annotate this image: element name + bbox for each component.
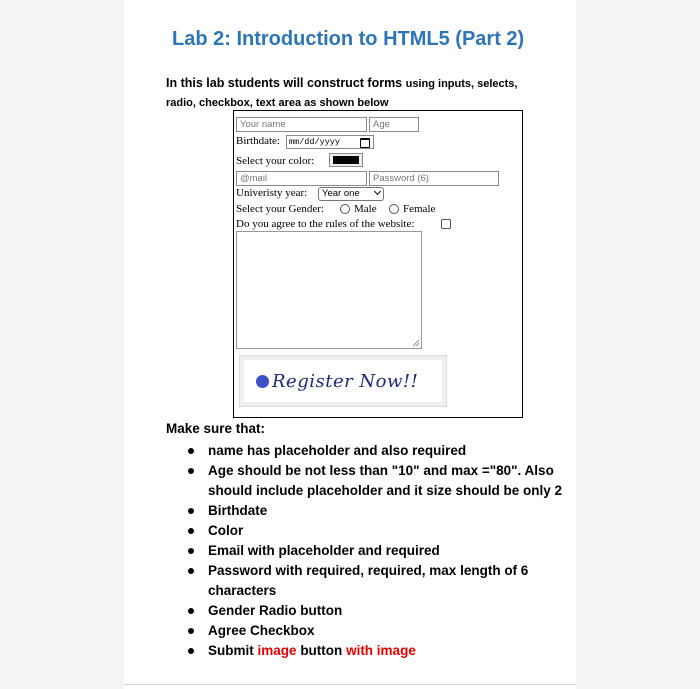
gender-label: Select your Gender: [236, 203, 324, 215]
requirements-heading: Make sure that: [166, 421, 266, 436]
button-word: button [300, 643, 343, 658]
list-item [188, 561, 568, 601]
register-image [244, 360, 442, 402]
list-item-text: Email with placeholder and required [208, 543, 440, 558]
age-input[interactable]: Age [369, 117, 419, 132]
bullet-icon [188, 568, 194, 574]
male-label: Male [354, 203, 377, 215]
radio-male[interactable] [340, 204, 350, 214]
name-input[interactable]: Your name [236, 117, 367, 132]
with-image-words: with image [346, 643, 416, 658]
list-item [188, 461, 568, 501]
list-item-text: Password with required, required, max length of 6 characters [208, 563, 529, 598]
list-item-text: name has placeholder and also required [208, 443, 467, 458]
list-item [188, 441, 568, 461]
email-input[interactable]: @mail [236, 171, 367, 186]
comments-textarea[interactable] [236, 231, 422, 349]
intro-lead: In this lab students will construct forms [166, 76, 403, 90]
bullet-dot-icon [256, 375, 269, 388]
female-label: Female [403, 203, 436, 215]
register-image-button[interactable] [239, 355, 447, 407]
bullet-icon [188, 448, 194, 454]
list-item [188, 541, 568, 561]
chevron-down-icon [374, 188, 381, 195]
intro-text [166, 74, 566, 112]
agree-checkbox[interactable] [441, 219, 451, 229]
sample-form [233, 110, 523, 418]
color-label: Select your color: [236, 155, 315, 167]
list-item-text: Birthdate [208, 503, 268, 518]
date-format: mm/dd/yyyy [289, 137, 341, 147]
list-item-text: Agree Checkbox [208, 623, 315, 638]
birthdate-label: Birthdate: [236, 135, 280, 147]
calendar-icon[interactable] [360, 138, 370, 148]
resize-grip-icon[interactable] [413, 340, 419, 346]
agree-label: Do you agree to the rules of the website: [236, 218, 415, 230]
bullet-icon [188, 608, 194, 614]
list-item-text: Age should be not less than "10" and max ="80". Also should include placeholder and it size should be only 2 [208, 463, 563, 498]
list-item-text: Color [208, 523, 244, 538]
bullet-icon [188, 468, 194, 474]
bullet-icon [188, 528, 194, 534]
list-item [188, 601, 568, 621]
birthdate-input[interactable] [286, 135, 374, 149]
intro-rest: using inputs, selects, [405, 78, 518, 90]
intro-line2: radio, checkbox, text area as shown below [166, 97, 389, 109]
bottom-divider [124, 684, 576, 685]
year-select[interactable] [318, 187, 384, 201]
password-input[interactable]: Password (6) [369, 171, 499, 186]
radio-female[interactable] [389, 204, 399, 214]
year-selected: Year one [322, 188, 360, 199]
bullet-icon [188, 508, 194, 514]
list-item [188, 621, 568, 641]
year-label: Univeristy year: [236, 187, 308, 199]
list-item [188, 521, 568, 541]
submit-word: Submit [208, 643, 254, 658]
list-item-submit [188, 641, 568, 661]
bullet-icon [188, 628, 194, 634]
image-word: image [257, 643, 297, 658]
color-picker[interactable] [329, 153, 363, 167]
bullet-icon [188, 548, 194, 554]
document-page [124, 0, 576, 689]
bullet-icon [188, 648, 194, 654]
register-text: Register Now!! [272, 370, 419, 392]
page-title: Lab 2: Introduction to HTML5 (Part 2) [172, 28, 525, 50]
list-item [188, 501, 568, 521]
list-item-text: Gender Radio button [208, 603, 343, 618]
color-swatch [333, 156, 359, 164]
requirements-list [188, 441, 568, 661]
